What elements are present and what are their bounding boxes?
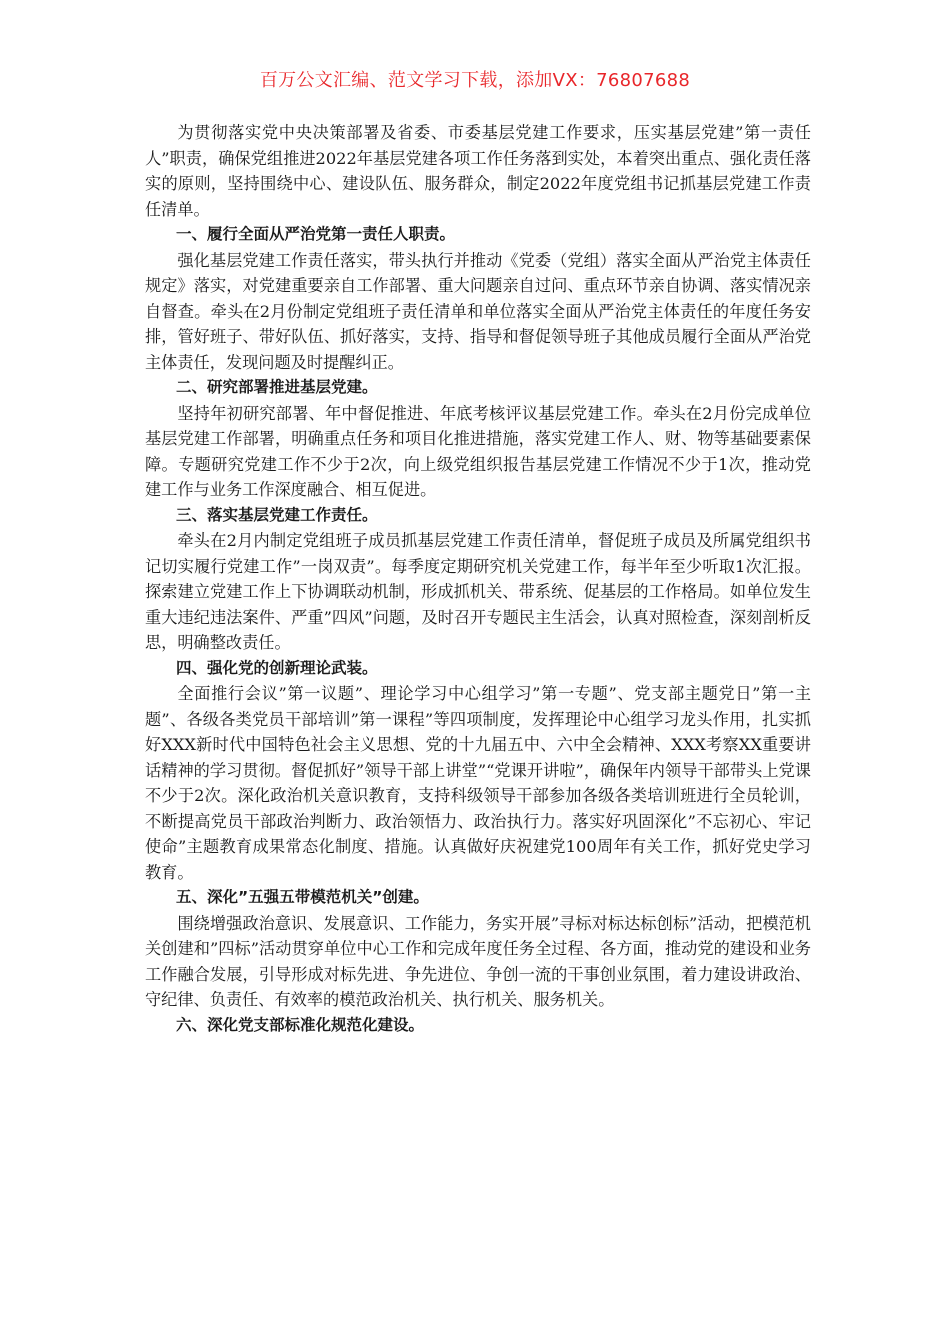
section-body-5: 围绕增强政治意识、发展意识、工作能力，务实开展”寻标对标达标创标”活动，把模范机关创建和”四标”活动贯穿单位中心工作和完成年度任务全过程、各方面，推动党的建设和业务工作融合发展，引导形成对标先进、争先进位、争创一流的干事创业氛围，着力建设讲政治、守纪律、负责任、有效率的模范政治机关、执行机关、服务机关。 (145, 913, 811, 1009)
section-heading-5: 五、深化”五强五带模范机关”创建。 (176, 888, 429, 906)
section-heading-6: 六、深化党支部标准化规范化建设。 (176, 1015, 425, 1034)
section-heading-3: 三、落实基层党建工作责任。 (176, 505, 378, 524)
section-body-3: 牵头在2月内制定党组班子成员抓基层党建工作责任清单，督促班子成员及所属党组织书记切实履行党建工作”一岗双责”。每季度定期研究机关党建工作，每半年至少听取1次汇报。探索建立党建工作上下协调联动机制，形成抓机关、带系统、促基层的工作格局。如单位发生重大违纪违法案件、严重”四风”问题，及时召开专题民主生活会，认真对照检查，深刻剖析反思，明确整改责任。 (145, 531, 811, 652)
section-heading-4: 四、强化党的创新理论武装。 (176, 658, 378, 677)
header-banner: 百万公文汇编、范文学习下载，添加VX：76807688 (259, 70, 691, 91)
intro-paragraph: 为贯彻落实党中央决策部署及省委、市委基层党建工作要求，压实基层党建”第一责任人”职责，确保党组推进2022年基层党建各项工作任务落到实处，本着突出重点、强化责任落实的原则，坚持围绕中心、建设队伍、服务群众，制定2022年度党组书记抓基层党建工作责任清单。 (145, 123, 811, 219)
section-heading-2: 二、研究部署推进基层党建。 (176, 378, 378, 396)
document-body (145, 120, 811, 1038)
section-body-4: 全面推行会议”第一议题”、理论学习中心组学习”第一专题”、党支部主题党日”第一主题”、各级各类党员干部培训”第一课程”等四项制度，发挥理论中心组学习龙头作用，扎实抓好XXX新时代中国特色社会主义思想、党的十九届五中、六中全会精神、XXX考察XX重要讲话精神的学习贯彻。督促抓好”领导干部上讲堂”“党课开讲啦”，确保年内领导干部带头上党课不少于2次。深化政治机关意识教育，支持科级领导干部参加各级各类培训班进行全员轮训，不断提高党员干部政治判断力、政治领悟力、政治执行力。落实好巩固深化”不忘初心、牢记使命”主题教育成果常态化制度、措施。认真做好庆祝建党100周年有关工作，抓好党史学习教育。 (145, 684, 812, 882)
section-body-2: 坚持年初研究部署、年中督促推进、年底考核评议基层党建工作。牵头在2月份完成单位基层党建工作部署，明确重点任务和项目化推进措施，落实党建工作人、财、物等基础要素保障。专题研究党建工作不少于2次，向上级党组织报告基层党建工作情况不少于1次，推动党建工作与业务工作深度融合、相互促进。 (145, 403, 811, 499)
section-heading-1: 一、履行全面从严治党第一责任人职责。 (176, 225, 456, 243)
section-body-1: 强化基层党建工作责任落实，带头执行并推动《党委（党组）落实全面从严治党主体责任规定》落实，对党建重要亲自工作部署、重大问题亲自过问、重点环节亲自协调、落实情况亲自督查。牵头在2月份制定党组班子责任清单和单位落实全面从严治党主体责任的年度任务安排，管好班子、带好队伍、抓好落实，支持、指导和督促领导班子其他成员履行全面从严治党主体责任，发现问题及时提醒纠正。 (145, 250, 811, 372)
